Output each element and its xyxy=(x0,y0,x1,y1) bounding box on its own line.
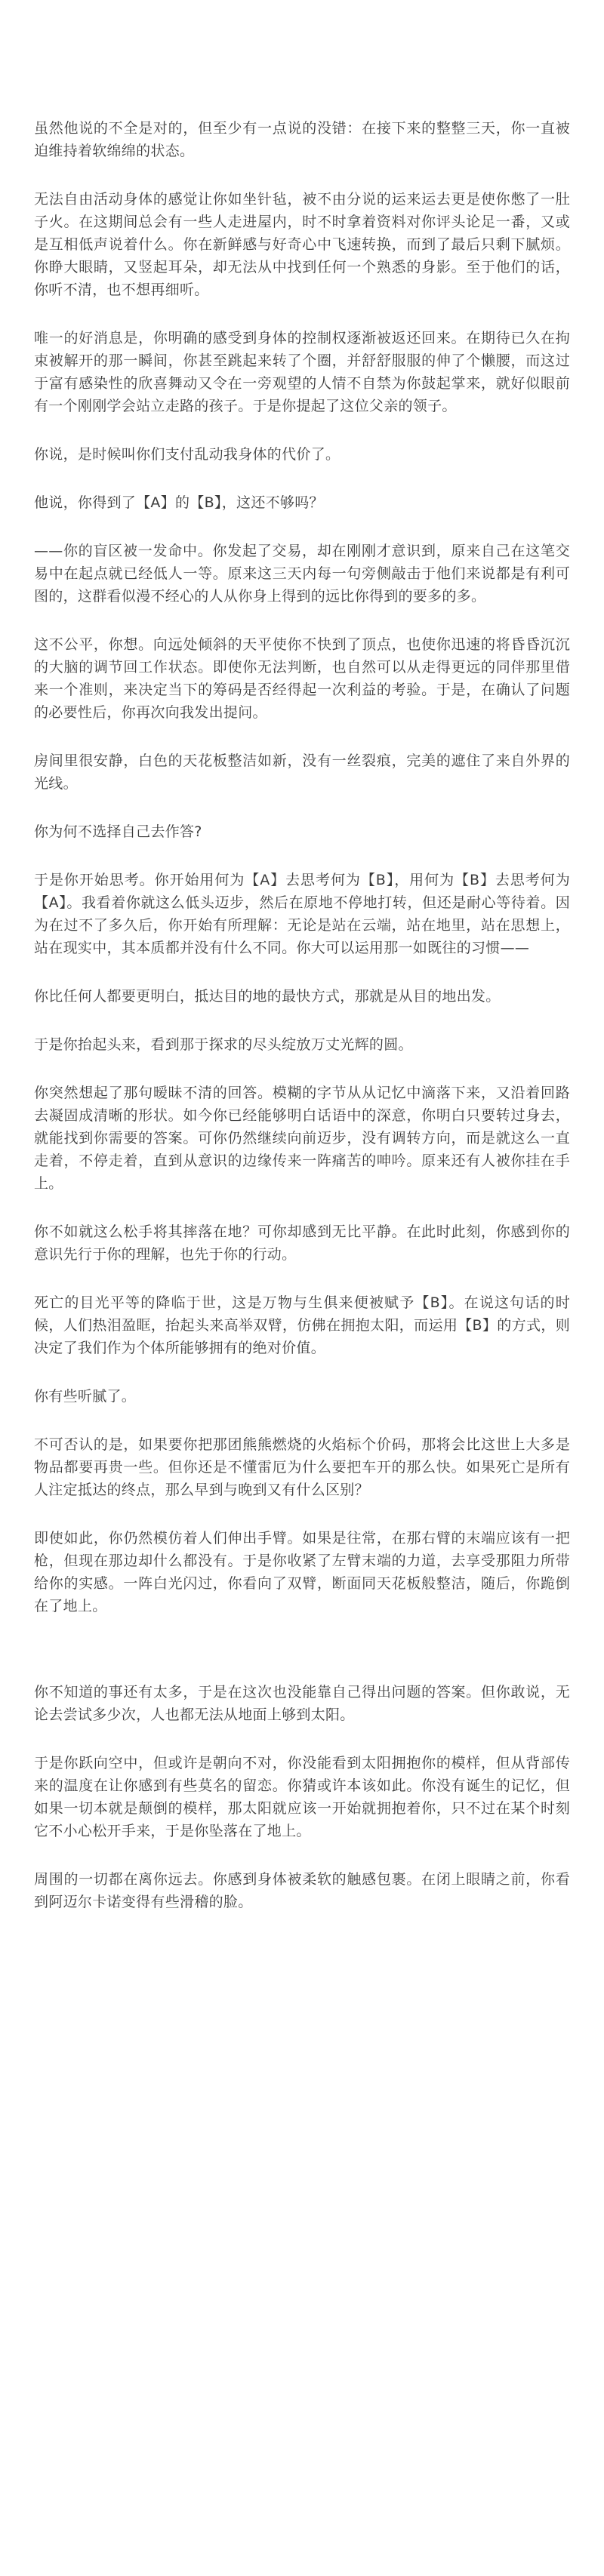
paragraph: 他说，你得到了【A】的【B】，这还不够吗？ xyxy=(34,494,324,511)
paragraph: 你为何不选择自己去作答? xyxy=(34,823,202,840)
paragraph: 你说，是时候叫你们支付乱动我身体的代价了。 xyxy=(34,446,341,463)
paragraph: 即使如此，你仍然模仿着人们伸出手臂。如果是往常，在那右臂的末端应该有一把枪，但现在那边却什么都没有。于是你收紧了左臂末端的力道，去享受那阻力所带给你的实感。一阵白光闪过，你看向了双臂，断面同天花板般整洁，随后，你跪倒在了地上。 xyxy=(34,1530,570,1614)
paragraph: 你不知道的事还有太多，于是在这次也没能靠自己得出问题的答案。但你敢说，无论去尝试多少次，人也都无法从地面上够到太阳。 xyxy=(34,1684,570,1723)
paragraph: 房间里很安静，白色的天花板整洁如新，没有一丝裂痕，完美的遮住了来自外界的光线。 xyxy=(34,752,570,792)
paragraph: 死亡的目光平等的降临于世，这是万物与生俱来便被赋予【B】。在说这句话的时候，人们热泪盈眶，抬起头来高举双臂，仿佛在拥抱太阳，而运用【B】的方式，则决定了我们作为个体所能够拥有的绝对价值。 xyxy=(34,1294,570,1356)
paragraph: 不可否认的是，如果要你把那团熊熊燃烧的火焰标个价码，那将会比这世上大多是物品都要再贵一些。但你还是不懂雷厄为什么要把车开的那么快。如果死亡是所有人注定抵达的终点，那么早到与晚到又有什么区别？ xyxy=(34,1436,570,1498)
paragraph: 这不公平，你想。向远处倾斜的天平使你不快到了顶点，也使你迅速的将昏昏沉沉的大脑的调节回工作状态。即使你无法判断，也自然可以从走得更远的同伴那里借来一个准则，来决定当下的筹码是否经得起一次利益的考验。于是，在确认了问题的必要性后，你再次向我发出提问。 xyxy=(34,636,570,721)
paragraph: 无法自由活动身体的感觉让你如坐针毡，被不由分说的运来运去更是使你憋了一肚子火。在这期间总会有一些人走进屋内，时不时拿着资料对你评头论足一番，又或是互相低声说着什么。你在新鲜感与好奇心中飞速转换，而到了最后只剩下腻烦。你睁大眼睛，又竖起耳朵，却无法从中找到任何一个熟悉的身影。至于他们的话，你听不清，也不想再细听。 xyxy=(34,191,570,298)
paragraph: 你有些听腻了。 xyxy=(34,1388,137,1405)
paragraph: 于是你跃向空中，但或许是朝向不对，你没能看到太阳拥抱你的模样，但从背部传来的温度在让你感到有些莫名的留恋。你猜或许本该如此。你没有诞生的记忆，但如果一切本就是颠倒的模样，那太阳就应该一开始就拥抱着你，只不过在某个时刻它不小心松开手来，于是你坠落在了地上。 xyxy=(34,1755,570,1839)
paragraph: 于是你抬起头来，看到那于探求的尽头绽放万丈光辉的圆。 xyxy=(34,1036,413,1053)
paragraph: 周围的一切都在离你远去。你感到身体被柔软的触感包裹。在闭上眼睛之前，你看到阿迈尔卡诺变得有些滑稽的脸。 xyxy=(34,1871,570,1910)
paragraph: ——你的盲区被一发命中。你发起了交易，却在刚刚才意识到，原来自己在这笔交易中在起点就已经低人一等。原来这三天内每一句旁侧敲击于他们来说都是有利可图的，这群看似漫不经心的人从你身上得到的远比你得到的要多的多。 xyxy=(34,543,570,605)
paragraph: 你不如就这么松手将其摔落在地？可你却感到无比平静。在此时此刻，你感到你的意识先行于你的理解，也先于你的行动。 xyxy=(34,1223,570,1263)
paragraph: 虽然他说的不全是对的，但至少有一点说的没错：在接下来的整整三天，你一直被迫维持着软绵绵的状态。 xyxy=(34,120,570,159)
paragraph: 唯一的好消息是，你明确的感受到身体的控制权逐渐被返还回来。在期待已久在拘束被解开的那一瞬间，你甚至跳起来转了个圈，并舒舒服服的伸了个懒腰，而这过于富有感染性的欣喜舞动又令在一旁观望的人情不自禁为你鼓起掌来，就好似眼前有一个刚刚学会站立走路的孩子。于是你提起了这位父亲的领子。 xyxy=(34,330,570,414)
paragraph: 你突然想起了那句暧昧不清的回答。模糊的字节从从记忆中滴落下来，又沿着回路去凝固成清晰的形状。如今你已经能够明白话语中的深意，你明白只要转过身去，就能找到你需要的答案。可你仍然继续向前迈步，没有调转方向，而是就这么一直走着，不停走着，直到从意识的边缘传来一阵痛苦的呻吟。原来还有人被你挂在手上。 xyxy=(34,1085,570,1192)
paragraph: 你比任何人都要更明白，抵达目的地的最快方式，那就是从目的地出发。 xyxy=(34,988,501,1005)
paragraph: 于是你开始思考。你开始用何为【A】去思考何为【B】，用何为【B】去思考何为【A】。我看着你就这么低头迈步，然后在原地不停地打转，但还是耐心等待着。因为在过不了多久后，你开始有所理解：无论是站在云端，站在地里，站在思想上，站在现实中，其本质都并没有什么不同。你大可以运用那一如既往的习惯—— xyxy=(34,872,570,956)
